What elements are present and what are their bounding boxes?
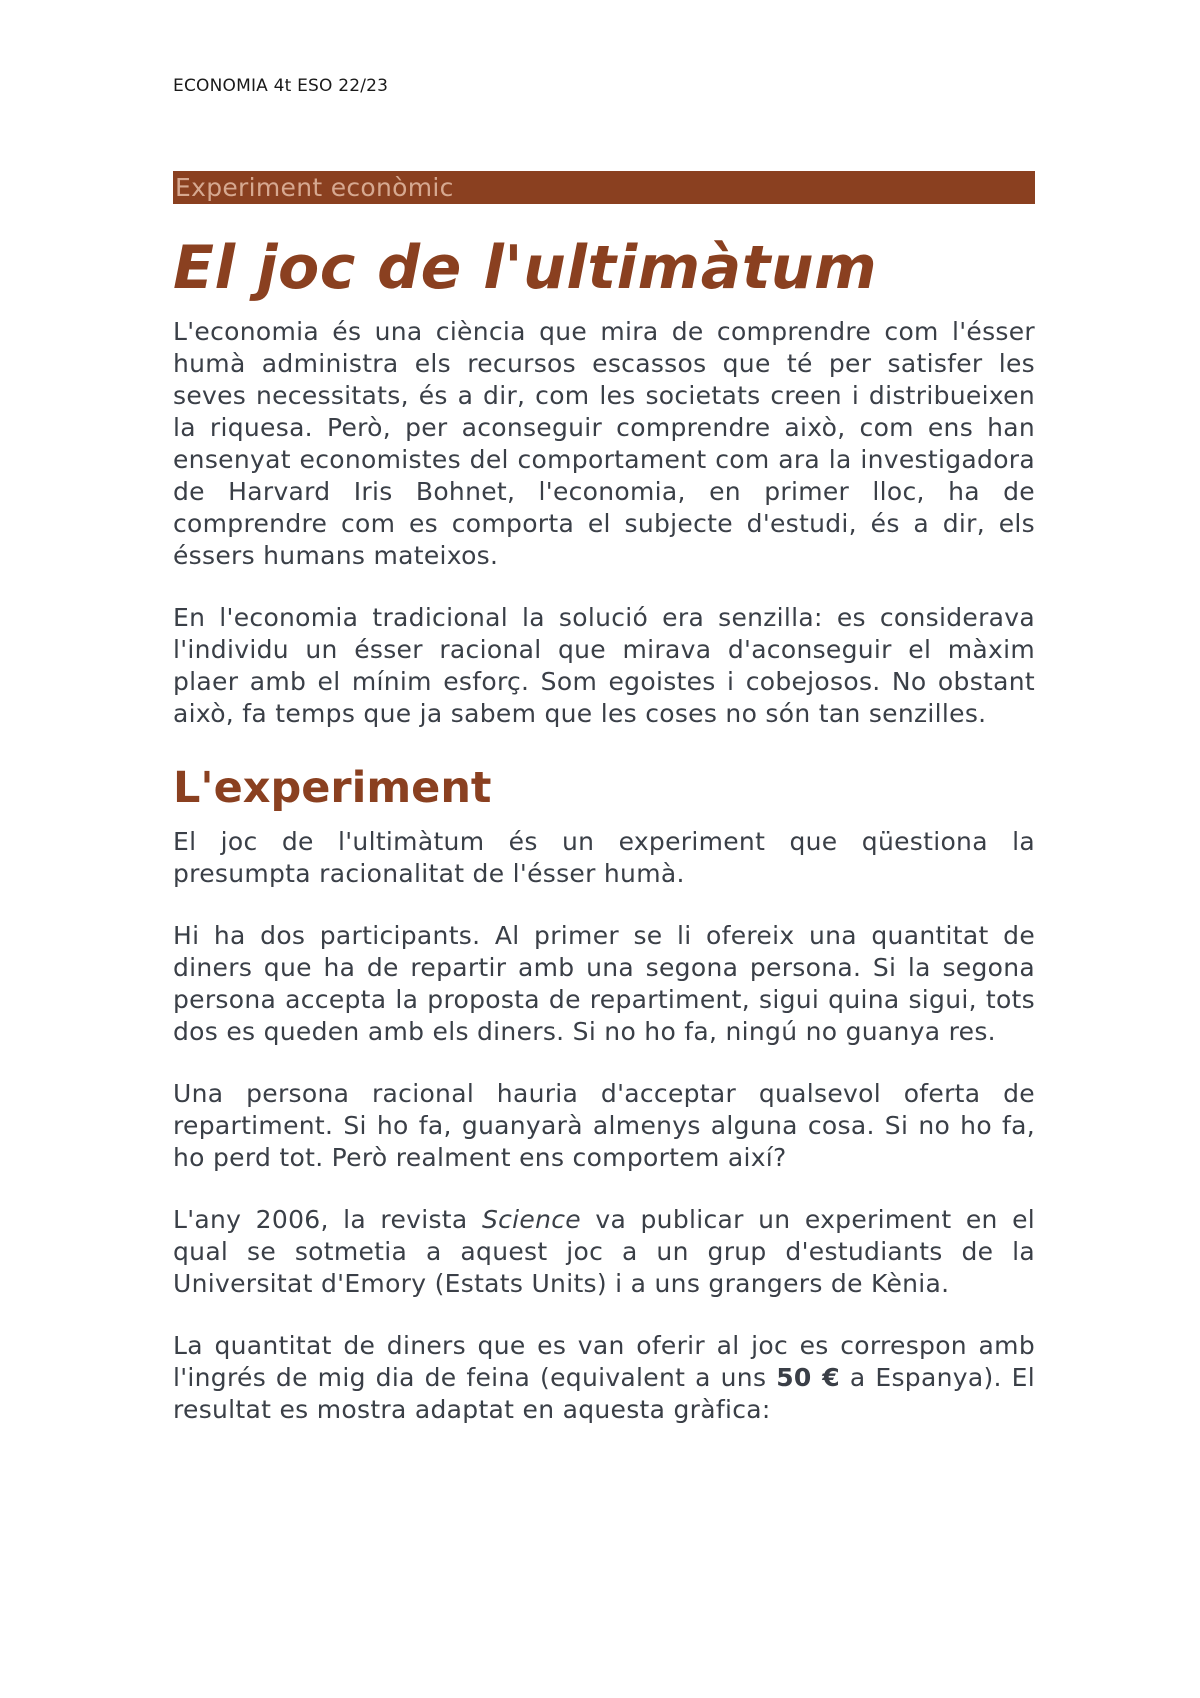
journal-name: Science (481, 1205, 581, 1234)
document-body (173, 171, 1035, 1426)
paragraph-4-text-before: L'any 2006, la revista (173, 1205, 482, 1234)
page-header-course: ECONOMIA 4t ESO 22/23 (173, 76, 389, 96)
money-amount: 50 € (776, 1363, 840, 1392)
experiment-paragraph-5 (173, 1330, 1035, 1426)
intro-paragraph-1: L'economia és una ciència que mira de comprendre com l'ésser humà administra els recursos escassos que té per satisfer les seves necessitats, és a dir, com les societats creen i distribueixen la riquesa. Però, per aconseguir comprendre això, com ens han ensenyat economistes del comportament com ara la investigadora de Harvard Iris Bohnet, l'economia, en primer lloc, ha de comprendre com es comporta el subjecte d'estudi, és a dir, els éssers humans mateixos. (173, 317, 1035, 570)
document-title: El joc de l'ultimàtum (173, 233, 878, 303)
experiment-paragraph-4 (173, 1204, 1035, 1300)
experiment-paragraph-3: Una persona racional hauria d'acceptar qualsevol oferta de repartiment. Si ho fa, guanyarà almenys alguna cosa. Si no ho fa, ho perd tot. Però realment ens comportem així? (173, 1079, 1035, 1172)
paragraph-5-text-before: La quantitat de diners que es van oferir al joc es correspon amb l'ingrés de mig dia de feina (equivalent a uns (173, 1331, 1035, 1392)
paragraph-5-text-after: a Espanya). El resultat es mostra adaptat en aquesta gràfica: (173, 1363, 1035, 1424)
intro-paragraph-2: En l'economia tradicional la solució era senzilla: es considerava l'individu un ésser racional que mirava d'aconseguir el màxim plaer amb el mínim esforç. Som egoistes i cobejosos. No obstant això, fa temps que ja sabem que les coses no són tan senzilles. (173, 603, 1035, 728)
experiment-paragraph-2: Hi ha dos participants. Al primer se li ofereix una quantitat de diners que ha de repartir amb una segona persona. Si la segona persona accepta la proposta de repartiment, sigui quina sigui, tots dos es queden amb els diners. Si no ho fa, ningú no guanya res. (173, 921, 1035, 1046)
experiment-paragraph-1: El joc de l'ultimàtum és un experiment que qüestiona la presumpta racionalitat de l'ésser humà. (173, 827, 1035, 888)
paragraph-4-text-after: va publicar un experiment en el qual se sotmetia a aquest joc a un grup d'estudiants de la Universitat d'Emory (Estats Units) i a uns grangers de Kènia. (173, 1205, 1036, 1298)
experiment-heading: L'experiment (173, 763, 492, 813)
section-banner: Experiment econòmic (173, 171, 1035, 204)
